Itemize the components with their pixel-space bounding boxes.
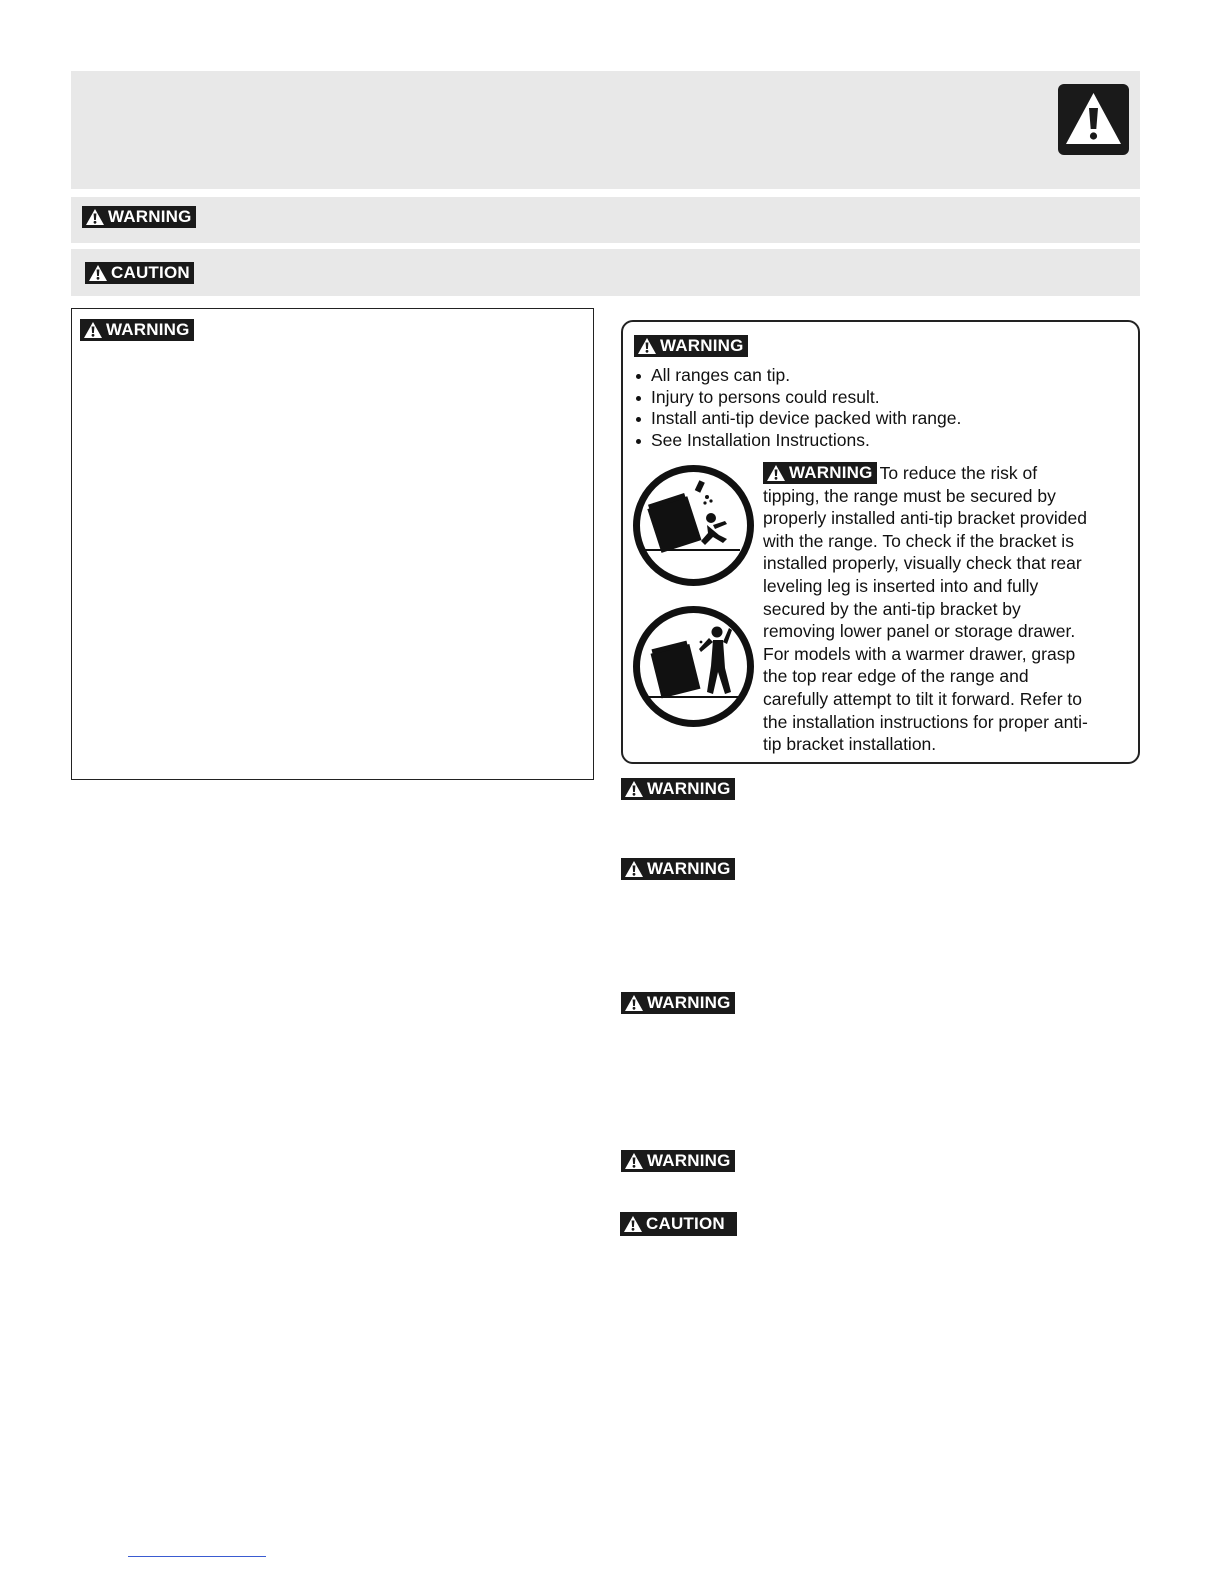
list-item: Injury to persons could result. (634, 387, 961, 409)
warning-badge (634, 335, 748, 357)
signal-word: WARNING (108, 207, 192, 226)
signal-word: WARNING (660, 336, 744, 355)
signal-word: CAUTION (646, 1214, 725, 1233)
caution-definition-row (71, 249, 1140, 296)
warning-badge (82, 206, 196, 228)
warning-badge (80, 319, 194, 341)
signal-word: CAUTION (111, 263, 190, 282)
warning-badge (763, 462, 877, 484)
signal-word: WARNING (106, 320, 190, 339)
text-line: For models with a warmer drawer, grasp (763, 643, 1076, 664)
warning-badge (621, 1150, 735, 1172)
text-line: carefully attempt to tilt it forward. Refer to (763, 688, 1083, 709)
person-tipping-range-prohibited-icon (631, 604, 756, 729)
alert-triangle-icon (624, 994, 644, 1012)
signal-word: WARNING (789, 463, 873, 482)
alert-triangle-icon (88, 264, 108, 282)
child-tipping-range-prohibited-icon (631, 463, 756, 588)
caution-badge (620, 1212, 737, 1236)
signal-word: WARNING (647, 993, 731, 1012)
left-warning-box (71, 308, 594, 780)
text-line: secured by the anti-tip bracket by (763, 598, 1021, 619)
warning-badge (621, 778, 735, 800)
alert-triangle-icon (637, 337, 657, 355)
list-item: Install anti-tip device packed with range. (634, 408, 961, 430)
alert-triangle-icon (623, 1215, 643, 1233)
text-line: installed properly, visually check that rear (763, 553, 1082, 574)
anti-tip-bullet-list (634, 365, 961, 451)
text-line: removing lower panel or storage drawer. (763, 621, 1076, 642)
text-line: leveling leg is inserted into and fully (763, 575, 1039, 596)
anti-tip-instructions (763, 462, 1135, 756)
alert-triangle-icon (624, 1152, 644, 1170)
warning-badge (621, 992, 735, 1014)
alert-triangle-icon (624, 860, 644, 878)
text-line: with the range. To check if the bracket is (763, 530, 1074, 551)
alert-triangle-icon (83, 321, 103, 339)
text-line: tipping, the range must be secured by (763, 485, 1056, 506)
list-item: All ranges can tip. (634, 365, 961, 387)
list-item: See Installation Instructions. (634, 430, 961, 452)
signal-word: WARNING (647, 779, 731, 798)
signal-word: WARNING (647, 859, 731, 878)
alert-triangle-icon (85, 208, 105, 226)
header-band (71, 71, 1140, 189)
text-line: tip bracket installation. (763, 734, 937, 755)
warning-badge (621, 858, 735, 880)
signal-word: WARNING (647, 1151, 731, 1170)
alert-triangle-icon (624, 780, 644, 798)
text-line: the top rear edge of the range and (763, 666, 1029, 687)
text-line: properly installed anti-tip bracket provided (763, 508, 1087, 529)
text-line: To reduce the risk of (879, 463, 1038, 483)
exclamation-triangle-icon (1058, 84, 1129, 155)
text-line: the installation instructions for proper anti- (763, 711, 1088, 732)
warning-definition-row (71, 197, 1140, 243)
footer-rule (128, 1556, 266, 1557)
alert-triangle-icon (766, 464, 786, 482)
caution-badge (85, 262, 194, 284)
